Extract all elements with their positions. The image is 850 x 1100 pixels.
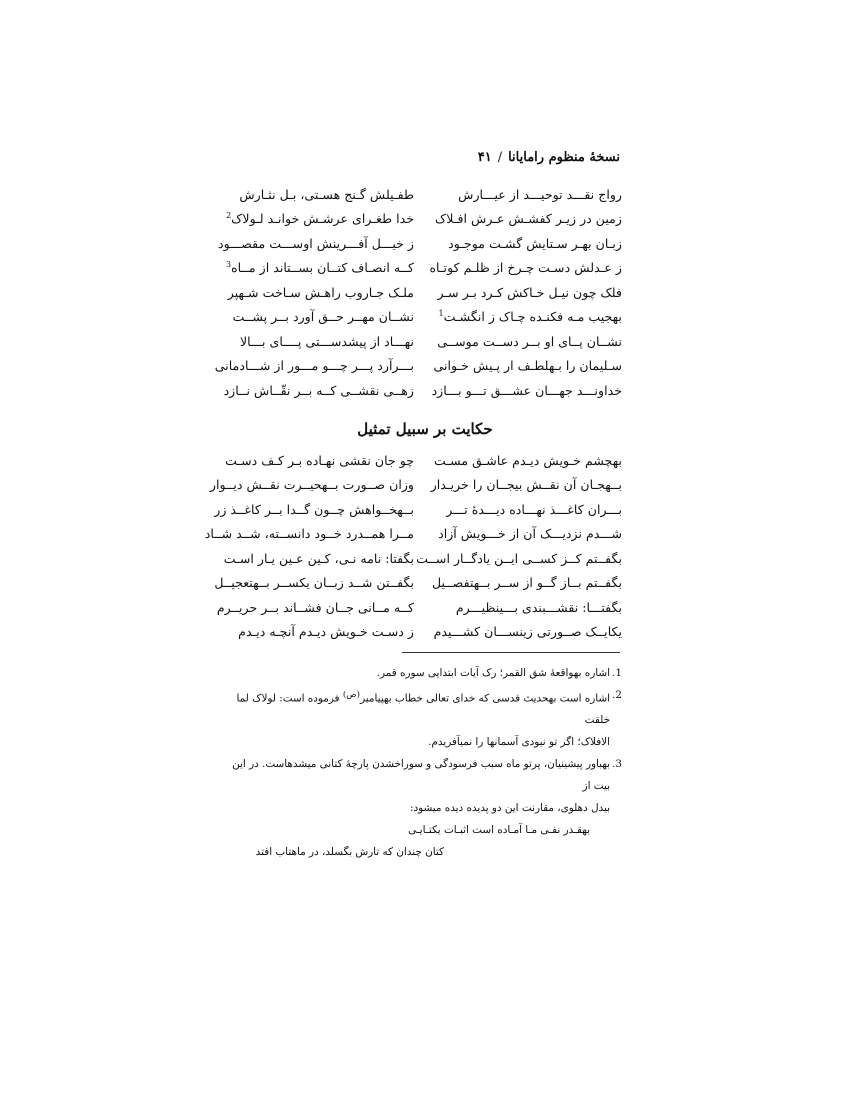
footnote-marker: 3 bbox=[225, 260, 232, 270]
hemistich-right bbox=[436, 285, 622, 300]
footnote-continuation: الافلاک؛ اگر تو نبودی آسمانها را نمیآفریدم. bbox=[428, 736, 610, 749]
couplet bbox=[228, 305, 622, 330]
footnote-marker: 2 bbox=[226, 211, 232, 221]
hemistich-right bbox=[431, 575, 622, 591]
poem-section-2 bbox=[204, 448, 622, 644]
verse-text: کــه مــانی جــان فشــاند بــر حریــرم bbox=[216, 599, 414, 615]
hemistich-right bbox=[431, 382, 622, 398]
hemistich-left bbox=[228, 187, 414, 202]
couplet bbox=[204, 522, 622, 547]
hemistich-right bbox=[429, 260, 622, 276]
hemistich-left bbox=[228, 624, 414, 639]
verse-text: بگفــتن شــد زبــان یکســر بــهتعجیــل bbox=[214, 575, 414, 591]
hemistich-left bbox=[225, 260, 414, 276]
couplet bbox=[223, 546, 622, 571]
verse-text: کــه انصـاف کتــان بســتاند از مــاه bbox=[231, 260, 414, 276]
verse-text: سـلیمان را بـهلطـف ار پـیش خـوانی bbox=[433, 358, 622, 374]
verse-text: نهـــاد از پیشدســـتی پــــای بـــالا bbox=[239, 333, 414, 349]
hemistich-left bbox=[228, 285, 414, 300]
page-number: ۴۱ bbox=[477, 150, 492, 165]
footnote-marker: 1 bbox=[438, 309, 444, 319]
book-title: نسخهٔ منظوم رامایانا bbox=[508, 150, 620, 165]
couplet bbox=[209, 473, 622, 498]
hemistich-right bbox=[436, 600, 622, 615]
hemistich-left bbox=[209, 477, 414, 493]
footnotes bbox=[226, 662, 622, 863]
footnote-continuation: بیدل دهلوی، مقارنت این دو پدیده دیده میشود: bbox=[409, 802, 610, 815]
verse-text: نشــان مهــر حــق آورد بــر پشــت bbox=[232, 309, 414, 325]
hemistich-right bbox=[436, 453, 622, 468]
footnote-number: 3. bbox=[612, 758, 622, 771]
hemistich-right bbox=[433, 358, 622, 374]
verse-text: زهــی نقشــی کــه بــر نقّــاش نــازد bbox=[223, 382, 414, 398]
section-heading: حکایت بر سبیل تمثیل bbox=[357, 420, 493, 438]
couplet bbox=[225, 448, 622, 473]
hemistich-right bbox=[436, 309, 622, 324]
couplet bbox=[214, 497, 622, 522]
verse-text: بگفــتم بــاز گــو از ســر بــهتفصــیل bbox=[431, 575, 622, 591]
verse-text: خداونـــد جهـــان عشـــق تـــو بـــازد bbox=[431, 382, 622, 398]
hemistich-left bbox=[228, 334, 414, 349]
couplet bbox=[228, 280, 622, 305]
hemistich-left bbox=[225, 452, 414, 468]
couplet bbox=[214, 571, 622, 596]
verse-text: چو جان نقشی نهـاده بـر کـف دسـت bbox=[225, 452, 414, 468]
couplet bbox=[218, 231, 622, 256]
verse-text: ملـک جـاروب راهـش سـاخت شـهپر bbox=[227, 284, 414, 300]
footnote-2 bbox=[226, 684, 622, 731]
couplet bbox=[216, 595, 622, 620]
couplet bbox=[225, 256, 622, 281]
hemistich-right bbox=[436, 236, 622, 251]
verse-text: ز دسـت خـویش دیـدم آنچـه دیـدم bbox=[238, 624, 414, 640]
footnote-number: 2. bbox=[612, 689, 622, 701]
hemistich-left bbox=[223, 382, 414, 398]
couplet bbox=[228, 329, 622, 354]
hemistich-left bbox=[228, 309, 414, 324]
hemistich-left bbox=[223, 550, 414, 566]
verse-text: مــرا همــدرد خــود دانســته، شــد شــاد bbox=[204, 526, 414, 542]
couplet bbox=[223, 378, 622, 403]
hemistich-right bbox=[416, 550, 622, 566]
poem-section-1 bbox=[214, 182, 622, 403]
footnote-3 bbox=[226, 753, 622, 797]
verse-text: فلک چون نیـل خـاکش کـرد بـر سـر bbox=[437, 284, 622, 300]
footnote-text: اشاره بهواقعهٔ شق القمر؛ رک آیات ابتدایی سوره قمر. bbox=[376, 667, 610, 679]
footnote-verse-hemistich: بهقـدر نفـی مـا آمـاده است اثبـات یکتـایـی bbox=[408, 824, 590, 837]
footnote-text: بهباور پیشینیان، پرتو ماه سبب فرسودگی و سوراخشدن پارچهٔ کتانی میشدهاست. در این بیت از bbox=[232, 758, 610, 793]
running-header bbox=[230, 150, 620, 165]
hemistich-right bbox=[436, 502, 622, 517]
verse-text: بـــرآرد پـــر چـــو مـــور از شـــادمانی bbox=[214, 358, 414, 374]
verse-text: رواج نقـــد توحیـــد از عیـــارش bbox=[458, 186, 622, 202]
verse-text: بگفتا: نامه نـی، کـین عـین یـار اسـت bbox=[223, 550, 414, 566]
header-separator: / bbox=[497, 150, 503, 165]
verse-text: یکایــک صــورتی زینســـان کشـــیدم bbox=[433, 624, 622, 640]
hemistich-left bbox=[214, 358, 414, 374]
verse-text: بــهجـان آن نقــش بیجــان را خریـدار bbox=[430, 477, 622, 493]
hemistich-right bbox=[436, 187, 622, 202]
footnote-divider bbox=[402, 652, 620, 653]
verse-text: زبـان بهـر سـتایش گشـت موجـود bbox=[448, 235, 622, 251]
hemistich-left bbox=[214, 575, 414, 591]
verse-text: بـــران کاغـــذ نهـــاده دیـــدهٔ تـــر bbox=[446, 501, 622, 517]
footnote-text-part: فرموده است: لولاک لما خلقت bbox=[236, 692, 610, 727]
couplet bbox=[228, 182, 622, 207]
verse-text: خدا طغـرای عرشـش خوانـد لـولاک bbox=[231, 211, 414, 227]
verse-text: بگفتـــا: نقشـــبندی بـــینظیـــرم bbox=[455, 599, 622, 615]
couplet bbox=[228, 620, 622, 645]
verse-text: زمین در زیـر کفشـش عـرش افـلاک bbox=[434, 211, 622, 227]
hemistich-right bbox=[430, 477, 622, 493]
hemistich-right bbox=[433, 624, 622, 640]
hemistich-left bbox=[214, 501, 414, 517]
verse-text: نشــان پــای او بــر دســت موســی bbox=[437, 333, 622, 349]
hemistich-left bbox=[216, 599, 414, 615]
hemistich-left bbox=[204, 526, 414, 542]
footnote-superscript: (ص) bbox=[342, 690, 361, 700]
footnote-text-part: اشاره است بهحدیث قدسی که خدای تعالی خطاب بهپیامبر bbox=[360, 692, 610, 705]
verse-text: طفـیلش گـنج هسـتی، بـل نثـارش bbox=[239, 186, 414, 202]
verse-text: بــهخــواهش چــون گــدا بــر کاغــذ زر bbox=[214, 501, 414, 517]
hemistich-right bbox=[436, 211, 622, 226]
verse-text: بهجیب مـه فکنـده چـاک ز انگشـت bbox=[443, 309, 622, 325]
hemistich-left bbox=[218, 235, 414, 251]
verse-text: ز خیـــل آفـــرینش اوســـت مقصـــود bbox=[218, 235, 414, 251]
couplet bbox=[228, 207, 622, 232]
hemistich-right bbox=[436, 526, 622, 541]
couplet bbox=[214, 354, 622, 379]
verse-text: وزان صــورت بــهحیــرت نقــش دیــوار bbox=[209, 477, 414, 493]
verse-text: بهچشم خـویش دیـدم عاشـق مسـت bbox=[434, 452, 622, 468]
verse-text: بگفــتم کــز کســی ایــن یادگــار اســت bbox=[416, 550, 622, 566]
verse-text: ز عـدلش دسـت چـرخ از ظلـم کوتـاه bbox=[429, 260, 622, 276]
hemistich-left bbox=[228, 211, 414, 226]
footnote-text bbox=[226, 684, 610, 731]
hemistich-right bbox=[436, 334, 622, 349]
footnote-number: 1. bbox=[612, 667, 622, 679]
verse-text: شـــدم نزدیـــک آن از خـــویش آزاد bbox=[438, 526, 622, 542]
footnote-1 bbox=[226, 662, 622, 684]
footnote-verse-hemistich: کتان چندان که تارش بگسلد، در ماهتاب افتد bbox=[255, 846, 444, 859]
